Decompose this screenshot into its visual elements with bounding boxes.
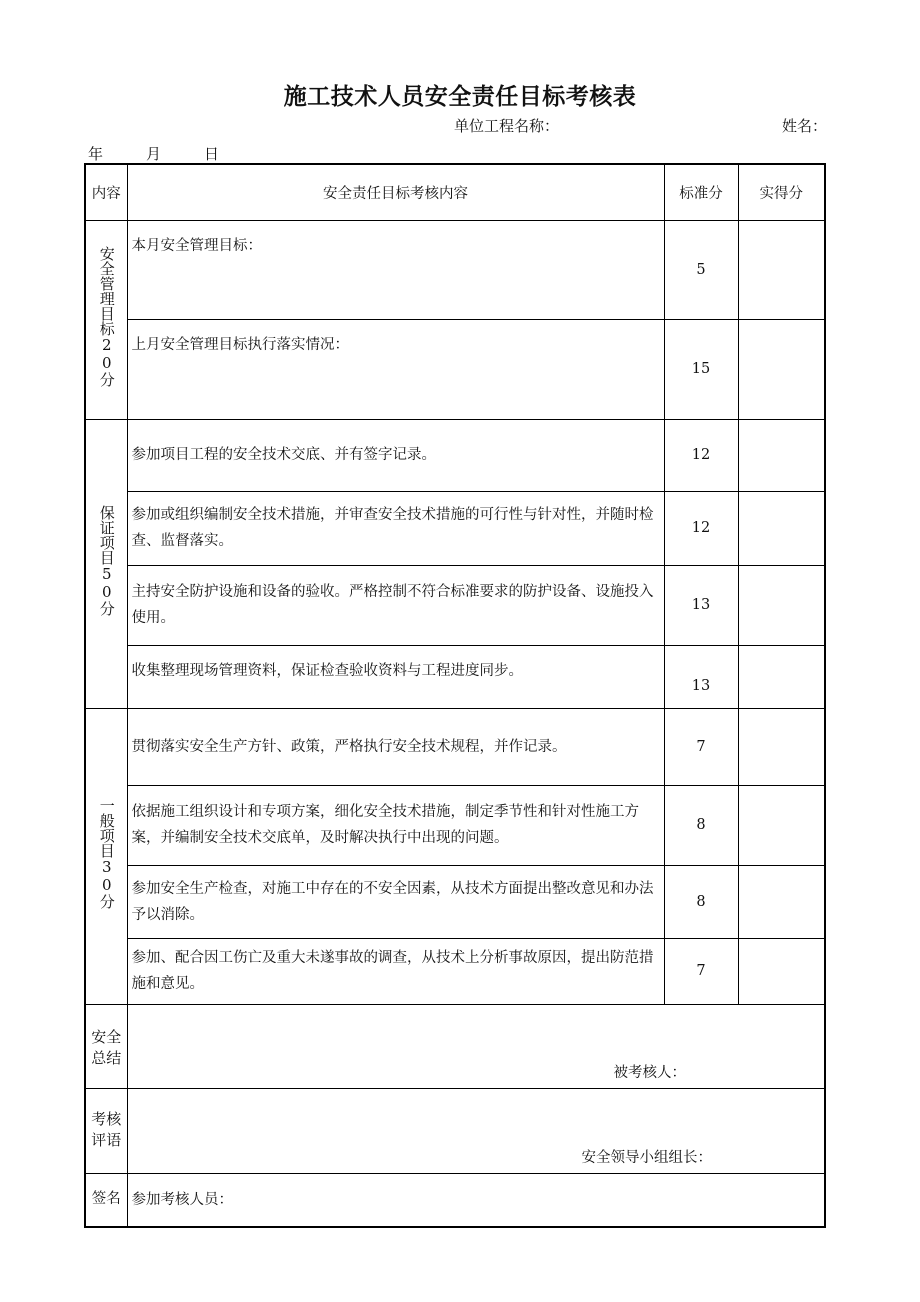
item-standard-score: 7 [664, 938, 738, 1004]
participants-label[interactable]: 参加考核人员： [127, 1173, 825, 1227]
item-text: 贯彻落实安全生产方针、政策，严格执行安全技术规程，并作记录。 [127, 708, 664, 785]
table-row [85, 938, 825, 1004]
table-row [85, 785, 825, 865]
item-text: 收集整理现场管理资料，保证检查验收资料与工程进度同步。 [127, 645, 664, 708]
date-day: 日 [204, 145, 220, 163]
item-actual-score-cell[interactable] [738, 785, 825, 865]
date-month: 月 [146, 145, 162, 163]
item-text: 参加安全生产检查，对施工中存在的不安全因素，从技术方面提出整改意见和办法予以消除。 [127, 865, 664, 938]
table-header-row [85, 164, 825, 220]
name-label: 姓名： [782, 117, 828, 135]
category-safety-target [85, 220, 127, 419]
summary-row [85, 1004, 825, 1088]
table-row [85, 419, 825, 491]
review-label-cell [85, 1088, 127, 1173]
summary-cell[interactable] [127, 1004, 825, 1088]
form-title: 施工技术人员安全责任目标考核表 [283, 84, 637, 110]
table-row [85, 220, 825, 319]
item-standard-score: 15 [664, 319, 738, 419]
item-standard-score: 5 [664, 220, 738, 319]
table-row [85, 865, 825, 938]
header-content: 内容 [85, 164, 127, 220]
item-actual-score-cell[interactable] [738, 865, 825, 938]
sign-row [85, 1173, 825, 1227]
item-text: 参加或组织编制安全技术措施，并审查安全技术措施的可行性与针对性，并随时检查、监督落实。 [127, 491, 664, 565]
assessment-table [84, 163, 826, 1228]
table-row [85, 645, 825, 708]
item-standard-score: 7 [664, 708, 738, 785]
item-actual-score-cell[interactable] [738, 708, 825, 785]
item-standard-score: 8 [664, 865, 738, 938]
item-standard-score: 12 [664, 419, 738, 491]
item-text: 参加、配合因工伤亡及重大未遂事故的调查，从技术上分析事故原因，提出防范措施和意见。 [127, 938, 664, 1004]
item-text: 依据施工组织设计和专项方案，细化安全技术措施，制定季节性和针对性施工方案，并编制安全技术交底单，及时解决执行中出现的问题。 [127, 785, 664, 865]
header-item: 安全责任目标考核内容 [127, 164, 664, 220]
category-label: 一般项目30分 [97, 797, 116, 909]
category-label: 保证项目50分 [97, 505, 116, 616]
item-standard-score: 13 [664, 645, 738, 708]
review-label: 考核评语 [91, 1109, 122, 1149]
item-actual-score-cell[interactable] [738, 565, 825, 645]
item-actual-score-cell[interactable] [738, 319, 825, 419]
item-standard-score: 13 [664, 565, 738, 645]
item-actual-score-cell[interactable] [738, 419, 825, 491]
unit-project-name-label: 单位工程名称： [454, 117, 560, 135]
date-line [88, 143, 219, 164]
header-standard: 标准分 [664, 164, 738, 220]
summary-label-cell [85, 1004, 127, 1088]
item-actual-score-cell[interactable] [738, 220, 825, 319]
item-text: 本月安全管理目标： [127, 220, 664, 319]
item-standard-score: 12 [664, 491, 738, 565]
table-row [85, 491, 825, 565]
table-row [85, 319, 825, 419]
item-text: 参加项目工程的安全技术交底、并有签字记录。 [127, 419, 664, 491]
item-text: 上月安全管理目标执行落实情况： [127, 319, 664, 419]
reviewee-signer-label: 被考核人： [613, 1064, 686, 1081]
review-cell[interactable] [127, 1088, 825, 1173]
category-label: 安全管理目标20分 [97, 246, 116, 387]
date-year: 年 [88, 145, 104, 163]
table-row [85, 565, 825, 645]
item-standard-score: 8 [664, 785, 738, 865]
header-actual: 实得分 [738, 164, 825, 220]
item-actual-score-cell[interactable] [738, 938, 825, 1004]
table-row [85, 708, 825, 785]
leader-signer-label: 安全领导小组组长： [581, 1149, 712, 1166]
summary-label: 安全总结 [91, 1027, 122, 1067]
category-general-items [85, 708, 127, 1004]
item-actual-score-cell[interactable] [738, 645, 825, 708]
item-actual-score-cell[interactable] [738, 491, 825, 565]
category-guarantee-items [85, 419, 127, 708]
review-row [85, 1088, 825, 1173]
sign-label: 签名 [85, 1173, 127, 1227]
item-text: 主持安全防护设施和设备的验收。严格控制不符合标准要求的防护设备、设施投入使用。 [127, 565, 664, 645]
